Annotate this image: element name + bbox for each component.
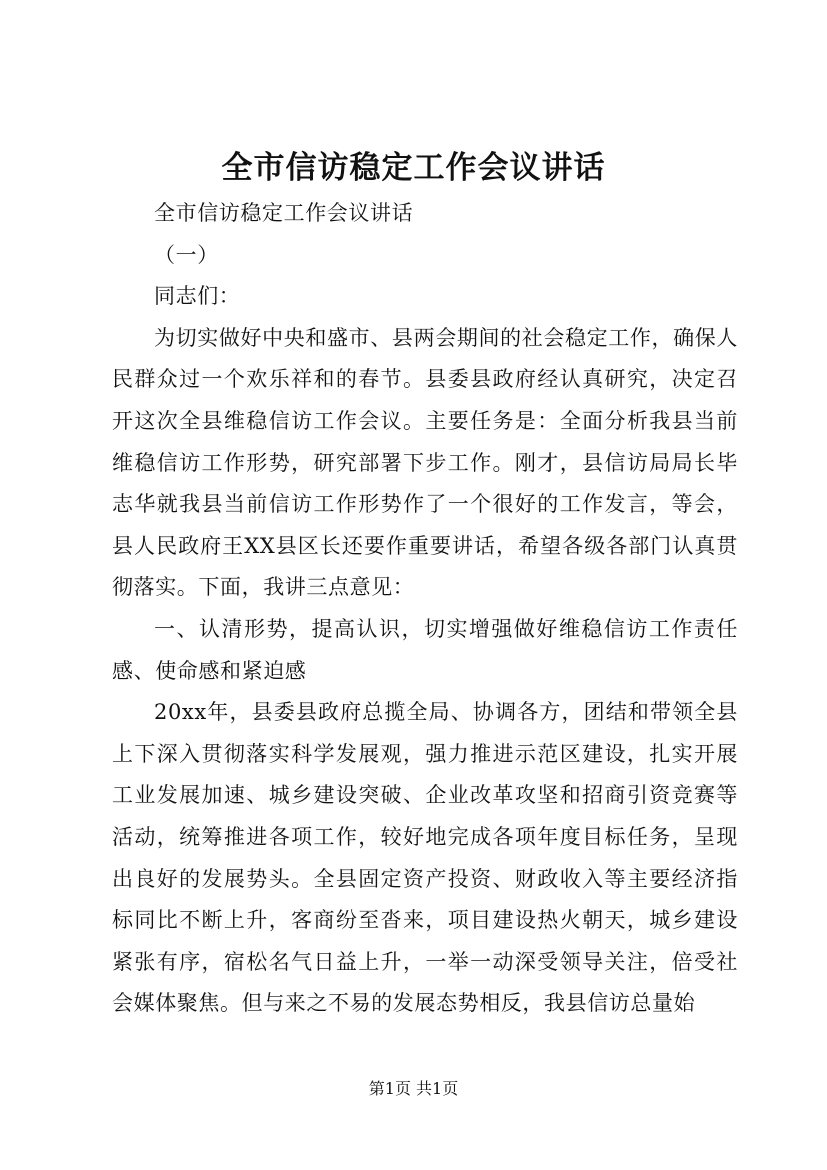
body-paragraph: 20xx年，县委县政府总揽全局、协调各方，团结和带领全县上下深入贯彻落实科学发展观，强力推进示范区建设，扎实开展工业发展加速、城乡建设突破、企业改革攻坚和招商引资竞赛等活动，统筹推进各项工作，较好地完成各项年度目标任务，呈现出良好的发展势头。全县固定资产投资、财政收入等主要经济指标同比不断上升，客商纷至沓来，项目建设热火朝天，城乡建设紧张有序，宿松名气日益上升，一举一动深受领导关注，倍受社会媒体聚焦。但与来之不易的发展态势相反，我县信访总量始 xyxy=(112,700,738,1016)
subtitle-paragraph: 全市信访稳定工作会议讲话 xyxy=(154,201,414,225)
section-heading-paragraph: 一、认清形势，提高认识，切实增强做好维稳信访工作责任感、使命感和紧迫感 xyxy=(112,616,738,683)
intro-paragraph: 为切实做好中央和盛市、县两会期间的社会稳定工作，确保人民群众过一个欢乐祥和的春节。县委县政府经认真研究，决定召开这次全县维稳信访工作会议。主要任务是：全面分析我县当前维稳信访工作形势，研究部署下步工作。刚才，县信访局局长毕志华就我县当前信访工作形势作了一个很好的工作发言，等会，县人民政府王XX县区长还要作重要讲话，希望各级各部门认真贯彻落实。下面，我讲三点意见： xyxy=(112,325,738,600)
page-footer: 第1页 共1页 xyxy=(368,1079,459,1098)
document-body xyxy=(112,193,738,1025)
salutation-paragraph: 同志们： xyxy=(154,284,241,309)
document-title: 全市信访稳定工作会议讲话 xyxy=(221,150,606,186)
section-number-paragraph: （一） xyxy=(154,242,219,267)
